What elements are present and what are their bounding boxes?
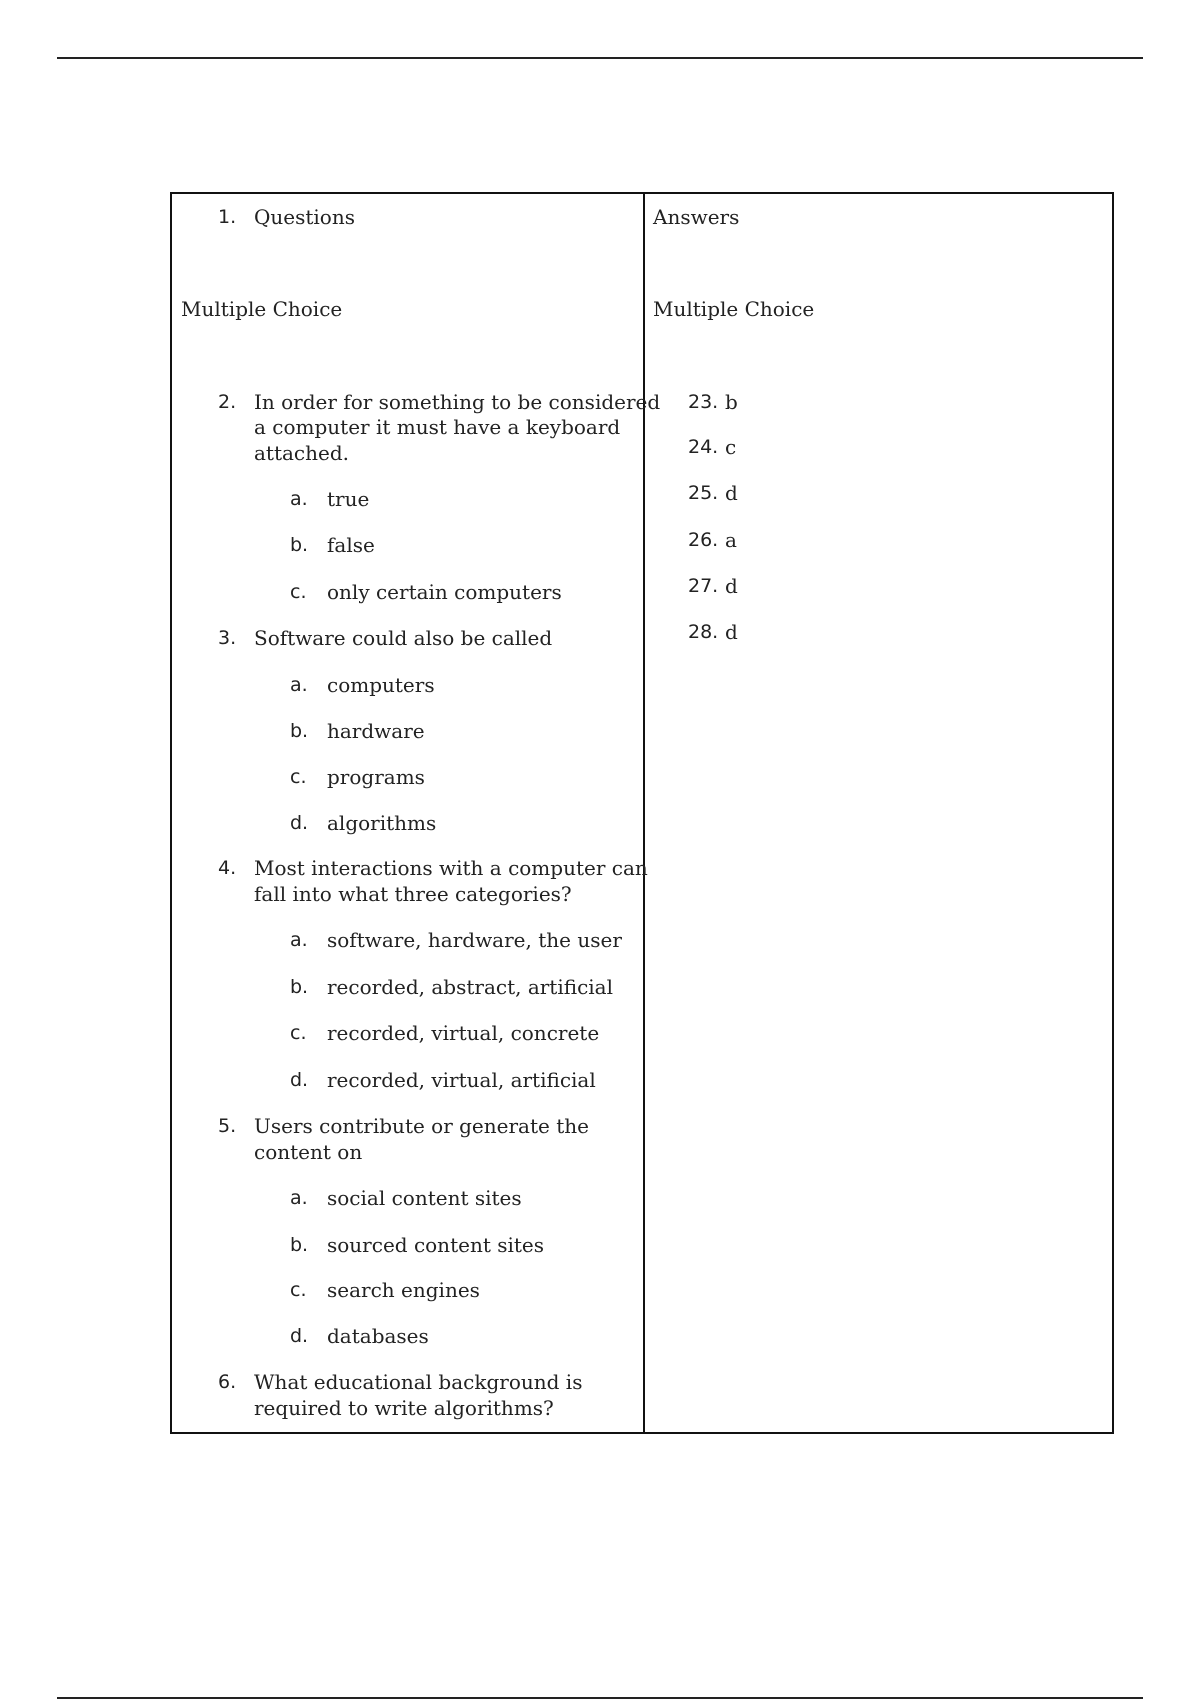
question-3-option-b-letter: b.	[290, 720, 309, 742]
question-3-option-c: programs	[327, 765, 425, 789]
question-5-option-b-letter: b.	[290, 1234, 309, 1256]
question-2-option-b: false	[327, 533, 375, 557]
right-section-title: Multiple Choice	[653, 297, 815, 321]
answer-28-number: 28.	[688, 621, 719, 643]
question-6-line-2: required to write algorithms?	[254, 1396, 554, 1420]
answer-24-number: 24.	[688, 436, 719, 458]
question-4-option-a-letter: a.	[290, 929, 308, 951]
question-5-option-b: sourced content sites	[327, 1233, 545, 1257]
question-2-option-c-letter: c.	[290, 581, 307, 603]
question-5-line-2: content on	[254, 1140, 363, 1164]
question-5-line-1: Users contribute or generate the	[254, 1114, 589, 1138]
question-2-number: 2.	[218, 391, 237, 413]
question-2-line-1: In order for something to be considered	[254, 390, 661, 414]
answer-27-letter: d	[725, 574, 738, 598]
answer-23-number: 23.	[688, 391, 719, 413]
question-2-option-a-letter: a.	[290, 488, 308, 510]
answer-23-letter: b	[725, 390, 738, 414]
header-rule	[57, 57, 1143, 59]
question-6-line-1: What educational background is	[254, 1370, 583, 1394]
question-5-option-d-letter: d.	[290, 1325, 309, 1347]
answers-header: Answers	[653, 205, 740, 229]
question-2-option-a: true	[327, 487, 370, 511]
question-3-option-d: algorithms	[327, 811, 437, 835]
question-5-number: 5.	[218, 1115, 237, 1137]
questions-answers-table	[170, 192, 1114, 1434]
question-3-option-a: computers	[327, 673, 435, 697]
question-5-option-a: social content sites	[327, 1186, 522, 1210]
answer-25-number: 25.	[688, 482, 719, 504]
question-5-option-a-letter: a.	[290, 1187, 308, 1209]
question-2-line-3: attached.	[254, 441, 349, 465]
question-2-line-2: a computer it must have a keyboard	[254, 415, 621, 439]
question-3-line-1: Software could also be called	[254, 626, 553, 650]
question-4-option-d-letter: d.	[290, 1069, 309, 1091]
question-2-option-b-letter: b.	[290, 534, 309, 556]
question-4-number: 4.	[218, 857, 237, 879]
question-3-option-c-letter: c.	[290, 766, 307, 788]
question-4-option-b: recorded, abstract, artificial	[327, 975, 613, 999]
answer-26-letter: a	[725, 528, 737, 552]
column-divider	[643, 194, 645, 1432]
question-2-option-c: only certain computers	[327, 580, 562, 604]
question-3-option-d-letter: d.	[290, 812, 309, 834]
questions-header-number: 1.	[218, 206, 237, 228]
question-3-option-a-letter: a.	[290, 674, 308, 696]
questions-header: Questions	[254, 205, 355, 229]
question-4-option-c: recorded, virtual, concrete	[327, 1021, 600, 1045]
question-5-option-c-letter: c.	[290, 1279, 307, 1301]
question-3-option-b: hardware	[327, 719, 425, 743]
question-4-option-b-letter: b.	[290, 976, 309, 998]
question-4-option-c-letter: c.	[290, 1022, 307, 1044]
question-4-option-a: software, hardware, the user	[327, 928, 622, 952]
answer-24-letter: c	[725, 435, 737, 459]
answer-25-letter: d	[725, 481, 738, 505]
left-section-title: Multiple Choice	[181, 297, 343, 321]
question-5-option-c: search engines	[327, 1278, 480, 1302]
question-4-line-2: fall into what three categories?	[254, 882, 572, 906]
answer-27-number: 27.	[688, 575, 719, 597]
question-4-option-d: recorded, virtual, artificial	[327, 1068, 596, 1092]
answer-26-number: 26.	[688, 529, 719, 551]
answer-28-letter: d	[725, 620, 738, 644]
footer-rule	[57, 1697, 1143, 1699]
question-6-number: 6.	[218, 1371, 237, 1393]
question-3-number: 3.	[218, 627, 237, 649]
question-4-line-1: Most interactions with a computer can	[254, 856, 648, 880]
question-5-option-d: databases	[327, 1324, 429, 1348]
